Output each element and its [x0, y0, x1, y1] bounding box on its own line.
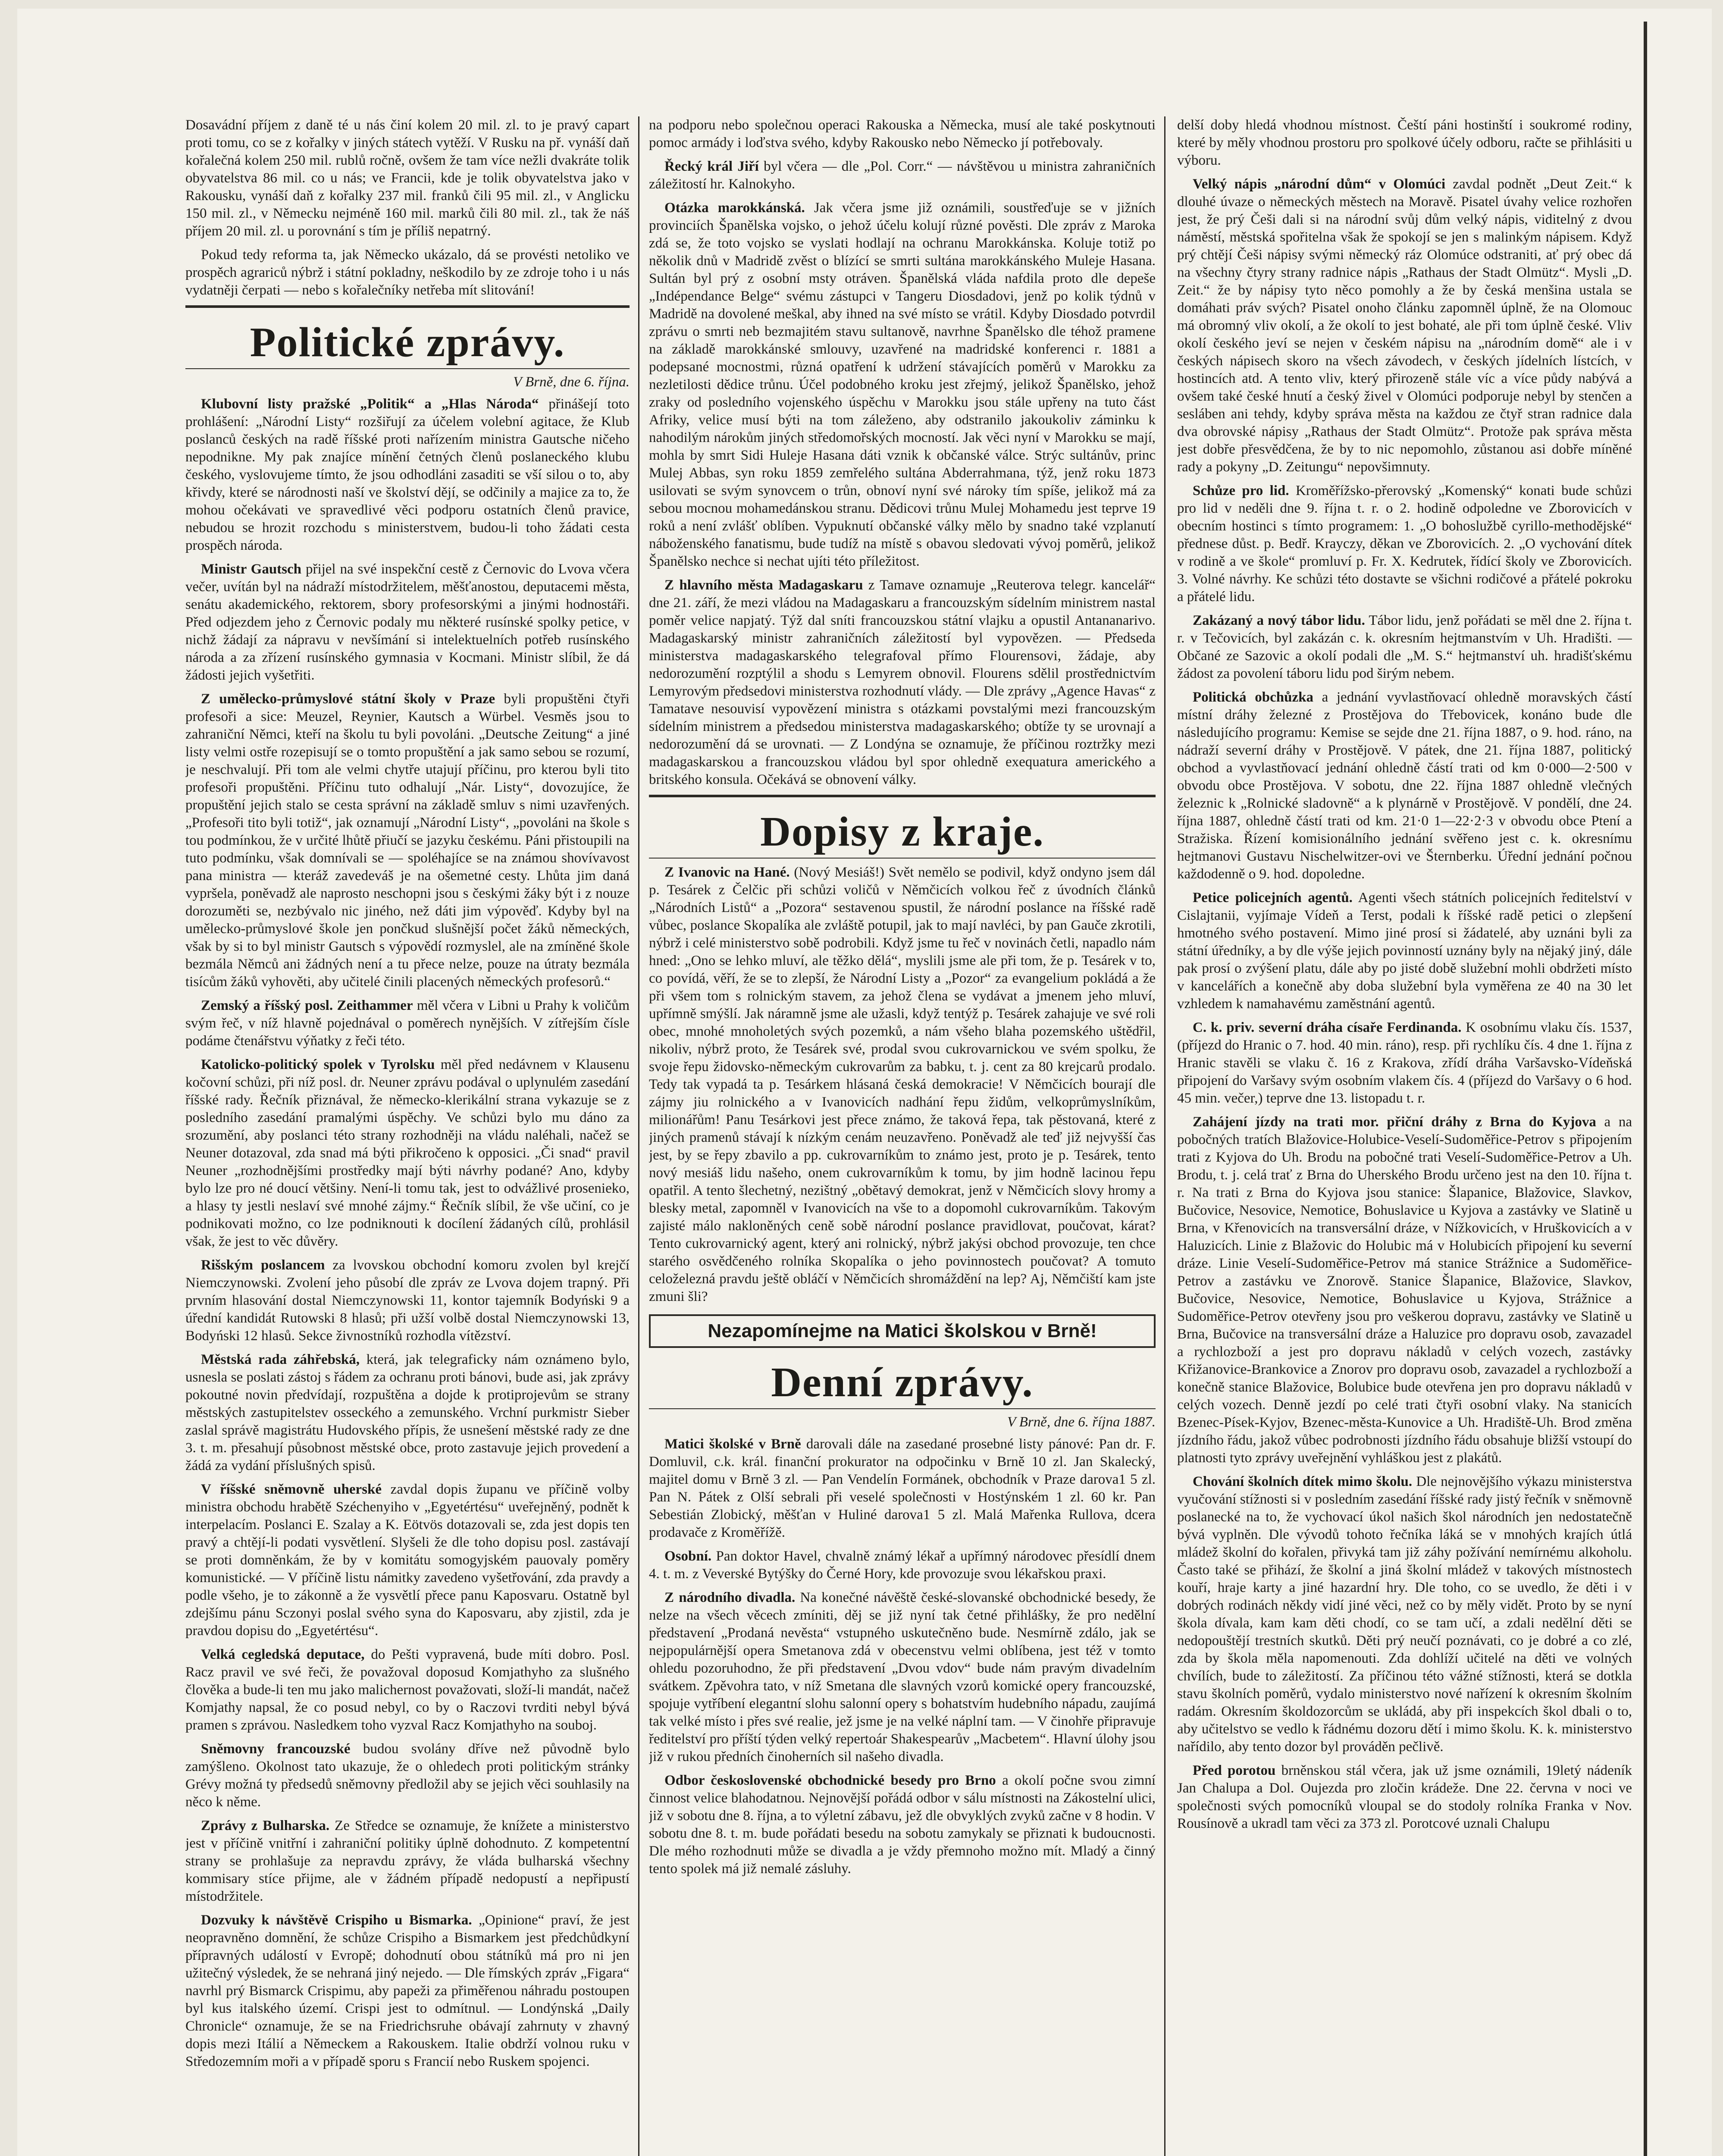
appeal-banner: Nezapomínejme na Matici školskou v Brně! — [649, 1314, 1156, 1348]
article-body: Na konečné návěště české-slovanské obchodnické besedy, že nelze na všech věcech zmíniti, děj se již nyní tak četné přihlášky, že pro nedělní představení „Prodaná nevěsta“ vstupného uskutečněno bude. Nesmírně zdálo, jak se nejpopulárnější opera Smetanova zdá v obecenstvu velmi oblíbena, jest též v tomto ohledu pozoruhodno, že při představení „Dvou vdov“ bude nám pravým divadelním svátkem. Zpěvohra tato, v níž Smetana dle slavných vzorů komické opery francouzské, spojuje vytříbení elegantní slohu salonní opery s bohatstvím hudebního nápadu, zaujímá tak velké místo i přes své realie, jež jsme je na velké náplní tam. — V činohře připravuje ředitelství pro příští týden velký repertoár Shakespearův „Macbetem“. Hlavní úlohy jsou již v rukou předních činoherních sil našeho divadla. — [649, 1590, 1156, 1764]
newspaper-page — [17, 9, 1712, 2156]
article-body: byli propuštěni čtyři profesoři a sice: Meuzel, Reynier, Kautsch a Würbel. Vesměs jsou to zahraniční Němci, kteří na školu tu byli povoláni. „Deutsche Zeitung“ a jiné listy velmi ostře rozepisují se o tomto propuštění a jak samo sebou se rozumí, je neschvalují. Při tom ale velmi chytře utajují příčinu, pro kterou byli tito profesoři propuštěni. Příčinu tuto odhalují „Nár. Listy“, dovozujíce, že propuštění jejich stalo se cesta správní na základě smluv s nimi uzavřených. „Profesoři tito byli totiž“, jak oznamují „Národní Listy“, „povoláni na škole s tou podmínkou, že v určité lhůtě přiučí se jazyku českému. Páni přistoupili na tuto podmínku, však domnívali se — spoléhajíce se na známou shovívavost pana ministra — kteráž zavedeváš je na ošemetné cesty. Lhůta jim daná vypršela, poněvadž ale naprosto neschopni jsou s českými žáky být i z nouze dorozuměti se, nezbývalo nic jiného, než dáti jim výpověď. Kdyby byl na umělecko-průmyslové škole jen pončkud slušnější počet žáků německých, však by si to byl ministr Gautsch s výpovědí rozmyslel, ale na zmíněné škole bezmála Němců ani žádných není a tu přece nelze, pouze na útraty bezmála tisícům žáků vyhověti, aby učitelé činili placených německých profesorů.“ — [185, 691, 630, 990]
article-body: byl včera — dle „Pol. Corr.“ — návštěvou u ministra zahraničních záležitostí hr. Kalnokyho. — [649, 159, 1156, 192]
section-heading: Denní zprávy. — [771, 1359, 1034, 1406]
page-edge-shadow — [1644, 22, 1647, 2156]
section-heading: Politické zprávy. — [250, 319, 565, 366]
article-paragraph — [185, 997, 630, 1050]
article-headline: Zemský a říšský posl. Zeithammer — [201, 998, 413, 1013]
article-list — [649, 158, 1156, 789]
article-paragraph — [649, 864, 1156, 1306]
article-headline: Politická obchůzka — [1193, 689, 1313, 705]
column-rule — [1164, 116, 1165, 2156]
article-headline: Z Ivanovic na Hané. — [664, 865, 790, 880]
article-list — [649, 864, 1156, 1306]
article-headline: Sněmovny francouzské — [201, 1741, 351, 1757]
article-headline: Zahájení jízdy na trati mor. přiční dráhy z Brna do Kyjova — [1193, 1114, 1596, 1130]
column-middle — [649, 116, 1156, 2156]
column-right — [1177, 116, 1632, 2156]
article-paragraph — [185, 1740, 630, 1811]
article-headline: Řecký král Jiří — [664, 159, 759, 174]
article-headline: Osobní. — [664, 1548, 712, 1564]
article-paragraph — [185, 1912, 630, 2071]
article-paragraph — [649, 158, 1156, 193]
article-headline: Dozvuky k návštěvě Crispiho u Bismarka. — [201, 1912, 472, 1928]
article-body: Ze Středce se oznamuje, že knížete a ministerstvo jest v příčině vnitřní i zahraniční politiky úplně dohodnuto. Z kompetentní strany se prohlašuje za nepravdu zprávy, že vláda bulharská všechny kommisary stíce přijme, ale v žádném případě nedopustí a nepřipustí místodržitele. — [185, 1818, 630, 1904]
article-body: Jak včera jsme již oznámili, soustřeďuje se v jižních provinciích Španělska vojsko, o jehož účelu kolují různé pověsti. Dle zpráv z Maroka zdá se, že toto vojsko se vyslati hodlají na ochranu Marokkánska. Koluje totiž po několik dnů v Madridě zvěst o blízící se smrti sultána marokkánského Muleje Hasana. Sultán byl prý z osobní msty otráven. Španělská vláda nafdila proto dle depeše „Indépendance Belge“ svému zástupci v Tangeru Diosdadovi, jenž po kolik týdnů v Madridě na dovolené meškal, aby ihned na své místo se vrátil. Kdyby Diosdado potvrdil zprávu o smrti neb bezmajitém stavu sultanově, navrhne Španělsko dle téhož pramene na základě marokkánské smlouvy, uzavřené na madridské konferenci r. 1881 a podepsané mocnostmi, různá opatření k udržení stávajících poměrů v Marokku za nezletilosti dědice trůnu. Účel podobného kroku jest zřejmý, jelikož Španělsko, jehož zraky od posledního vojenského úspěchu v Marokku jsou stále upřeny na tuto část Afriky, velice musí býti na tom záleženo, aby odstranilo jakoukoliv záminku k nahodilým nárokům jiných středomořských mocností. Jak věci nyní v Marokku se mají, mohla by smrt Sidi Huleje Hasana dáti vznik k občanské válce. Strýc sultánův, princ Mulej Abbas, syn roku 1859 zemřelého sultána Abderrahmana, týž, jenž roku 1873 usilovati se svým synovcem o trůn, obnoví nyní své nároky tím spíše, jelikož má za sebou mocnou mohamedánskou stranu. Dědicovi trůnu Mulej Mohamedu jest teprve 19 roků a není zvlášť oblíben. Vypuknutí občanské války mělo by snadno také vzplanutí náboženského fanatismu, bude tudíž na místě s obavou sledovati vývoj poměrů, jelikož Španělsko nechce si nechat ujíti této příležitost. — [649, 200, 1156, 569]
article-body: Tábor lidu, jenž pořádati se měl dne 2. října t. r. v Tečovicích, byl zakázán c. k. okresním hejtmanstvím v Uh. Hradišti. — Občané ze Sazovic a okolí podali dle „M. S.“ hejtmanství uh. hradišťskému žádost za povolení táboru lidu pod širým nebem. — [1177, 613, 1632, 681]
article-headline: Před porotou — [1193, 1763, 1276, 1778]
article-paragraph — [185, 1351, 630, 1475]
article-body: Agenti všech státních policejních ředitelství v Cislajtanii, vyjímaje Vídeň a Terst, podali k říšské radě petici o zlepšení hmotného svého postavení. Mimo jiné prosí si žádatelé, aby uznáni byli za státní úředníky, a by dle výše jejich povinností uznány byly na nějaký jiný, dále pak prosí o zvýšení platu, dále aby po jisté době služební mohli obdržeti místo v kancelářích a konečně aby doba služební byla vyměřena ze 40 na 30 let vzhledem k namahavému zaměstnání agentů. — [1177, 890, 1632, 1012]
article-paragraph — [1177, 175, 1632, 476]
section-divider — [185, 305, 630, 308]
article-headline: Ministr Gautsch — [201, 561, 302, 577]
article-body: která, jak telegraficky nám oznámeno bylo, usnesla se poslati zástoj s řádem za ochranu proti bánovi, bude asi, jak zprávy pokoutné novin předvídají, rozpuštěna a dojde k protiprojevům se strany městských zastupitelstev osseckého a zemunského. Vrchní purkmistr Sieber zaslal správě magistrátu Hudovského přípis, že usnešení městské rady ze dne 3. t. m. přesahují působnost městské obce, proto zastavuje jejich provedení a žádá za vydání příslušných spisů. — [185, 1352, 630, 1473]
article-headline: C. k. priv. severní dráha císaře Ferdinanda. — [1193, 1020, 1462, 1035]
article-headline: Otázka marokkánská. — [664, 200, 805, 216]
article-headline: Z národního divadla. — [664, 1590, 796, 1605]
article-paragraph — [185, 1257, 630, 1345]
article-body: budou svolány dříve než původně bylo zamýšleno. Okolnost tato ukazuje, že o ohledech proti politickým stránky Grévy možná ty předsedů sněmovny předložil aby se jejich věci souhlasily na něco k něme. — [185, 1741, 630, 1810]
dateline: V Brně, dne 6. října. — [513, 374, 630, 390]
article-text: delší doby hledá vhodnou místnost. Čeští páni hostinští i soukromé rodiny, které by měly vhodnou prostoru pro spolkové účely odboru, račte se přihlásiti u výboru. — [1177, 117, 1632, 168]
article-text: Dosavádní příjem z daně té u nás činí kolem 20 mil. zl. to je pravý capart proti tomu, co se z kořalky v jiných státech vytěží. V Rusku na př. vynáší daň kořalečná kolem 250 mil. rublů ročně, ovšem že tam více nežli dvakráte tolik obyvatelstva 86 mil. co u nás; ve Francii, kde je tolik obyvatelstva jako v Rakousku, vynáší daň z kořalky 237 mil. franků čili 95 mil. zl., v Anglicku 150 mil. zl., v Německu nejméně 160 mil. marků čili 80 mil. zl., tak že náš příjem 20 mil. zl. u porovnání s tím je příliš nepatrný. — [185, 117, 630, 239]
article-body: Dle nejnovějšího výkazu ministerstva vyučování stížnosti si v posledním zasedání říšské rady jistý řečník v sněmovně poslanecké na to, že vychovací úkol našich škol národních jen nedostatečně bývá vyplněn. Dle vývodů tohoto řečníka láká se v mnohých krajích útlá mládež školní do kořalen, přivyká tam již záhy požívání nemírnému alkoholu. Často také se přihází, že školní a jiná školní mládež v takových místnostech kouří, hraje karty a jiné hazardní hry. Dle toho, co se uvedlo, že děti i v dobrých rodinách někdy vidí jiné věci, než co by měly vidět. Proto by se nyní škola dívala, kam kam děti chodí, co se tam učí, a zdali nedělní děti se nedopouštějí trestních skutků. Děti prý neučí poznávati, co je dobré a co zlé, zda by škola měla napomenouti. Zda dohlíží učitelé na děti ve volných chvílích, bude to záležitostí. Za příčinou této vážné stížnosti, která se dotkla stavu školních poměrů, vydalo ministerstvo nové nařízení k okresním školním radám. Okresním školdozorcům se ukládá, aby při inspekcích škol dbali o to, aby učitelstvo se vedlo k řádnému dozoru dětí i mimo školu. K. k. ministerstvo nařídilo, aby tento dozor byl prováděn pečlivě. — [1177, 1474, 1632, 1755]
article-headline: Klubovní listy pražské „Politik“ a „Hlas Národa“ — [201, 396, 539, 412]
article-paragraph — [1177, 1113, 1632, 1467]
article-body: přinášejí toto prohlášení: „Národní Listy“ rozšiřují za účelem volební agitace, že Klub poslanců českých na radě říšské proti nařízením ministra Gautsche ničeho nepodnikne. My pak znajíce mínění četných členů poslaneckého klubu českého, vyslovujeme tímto, že jsou odhodláni zasaditi se vší silou o to, aby křivdy, které se národnosti naší ve školství dějí, se odčinily a majice za to, že mohou očekávati ve spravedlivé věci podporu ostatních členů pravice, nebudou se hrozit rozchodu s ministerstvem, budou-li toho žádati cesta prospěch národa. — [185, 396, 630, 553]
article-headline: Z umělecko-průmyslové státní školy v Praze — [201, 691, 495, 707]
article-body: a jednání vyvlastňovací ohledně moravských částí místní dráhy železné z Prostějova do Třebovicek, konáno bude dle následujícího programu: Kemise se sejde dne 21. října 1887, o 9. hod. ráno, na nádraží severní dráhy v Prostějově. V pátek, dne 21. října 1887, politický obchod a vyvlastňovací jednání ohledně částí trati od km 0·000—2·500 v obvodu obce Prostějova. V sobotu, dne 22. října 1887 ohledně vlečných železnic k „Rolnické sladovně“ a k plynárně v Prostějově. V pondělí, dne 24. října 1887, ohledně částí trati od km. 21·0 1—22·2·3 v obvodu obce Ptení a Stražiska. Řízení komisionálního jednání svěřeno jest c. k. okresnímu hejtmanovi Gustavu Nischelwitzer-ovi ve Šternberku. Úřední jednání počnou každodenně o 9. hod. dopoledne. — [1177, 689, 1632, 882]
article-headline: Velký nápis „národní dům“ v Olomúci — [1193, 176, 1446, 192]
article-body: z Tamave oznamuje „Reuterova telegr. kancelář“ dne 21. září, že mezi vládou na Madagaskaru a francouzským sídelním ministrem nastal poměr velice napjatý. Týž dal sníti francouzskou státní vlajku a opustil Antananarivo. Madagaskarský ministr zahraničních záležitostí byl vypovězen. — Předseda ministerstva madagaskarského telegrafoval přímo Flourensovi, žádaje, aby nedorozumění rozptýlil a shodu s Lemyrem obnovil. Flourens sdělil prostřednictvím Lemyrovým předsedovi ministerstva rozhodnutí vlády. — Dle zprávy „Agence Havas“ z Tamatave nesouvisí vypovězení ministra s otázkami povstalými mezi francouzským sídelním ministrem a předsedou ministerstva madagaskarského; obtíže ty se urovnají a nedorozumění dá se urovnati. — Z Londýna se oznamuje, že příčinou roztržky mezi madagaskarskou a francouzskou vládou byl spor ohledně exequatura amerického a britského konsula. Očekává se obnovení války. — [649, 577, 1156, 787]
article-paragraph — [1177, 482, 1632, 606]
article-paragraph — [649, 1589, 1156, 1766]
article-headline: Z hlavního města Madagaskaru — [664, 577, 863, 593]
article-paragraph — [185, 1817, 630, 1905]
article-headline: Schůze pro lid. — [1193, 483, 1289, 498]
column-rule — [638, 116, 639, 2156]
article-headline: Zakázaný a nový tábor lidu. — [1193, 613, 1365, 628]
article-body: Kroměřížsko-přerovský „Komenský“ konati bude schůzi pro lid v neděli dne 9. října t. r. o 2. hodině odpoledne ve Zborovicích v obecním hostinci s tímto programem: 1. „O bohoslužbě cyrillo-methodějské“ přednese důst. p. Bedř. Krayczy, děkan ve Zborovicích. 2. „O vychování dítek v rodině a ve škole“ promluví p. Fr. X. Kedrutek, řídící školy ve Zborovicích. 3. Volné návrhy. Ke schůzi této dostavte se všichni rodičové a přátelé pokroku a přátelé lidu. — [1177, 483, 1632, 605]
article-paragraph — [649, 1772, 1156, 1878]
article-paragraph — [185, 690, 630, 991]
section-heading: Dopisy z kraje. — [760, 808, 1044, 855]
article-headline: Zprávy z Bulharska. — [201, 1818, 330, 1833]
article-body: měl před nedávnem v Klausenu kočovní schůzi, při níž posl. dr. Neuner zprávu podával o uplynulém zasedání říšské rady. Řečník přiznával, že německo-klerikální strana vykazuje se z posledního zasedání pramalými úspěchy. Ve schůzi bylo mu dáno za srozumění, aby poslanci této strany rozhodněji na vládu naléhali, načež se Neuner dotazoval, zda snad má býti přikročeno k opposici. „Či snad“ pravil Neuner „rozhodnějšími prostředky mají býti návrhy podané? Ano, kdyby bylo lze pro né doucí většiny. Není-li tomu tak, jest to odvážlivé prosenieko, a hlasy ty jestli neslaví své mnohé zájmy.“ Řečník slíbil, že vše učiní, co je podnikovati možno, co lze podniknouti k docílení žádaných cílů, prohlásil však, že jest to věc důvěry. — [185, 1057, 630, 1249]
article-headline: Městská rada záhřebská, — [201, 1352, 360, 1367]
article-paragraph — [185, 1056, 630, 1250]
article-list — [1177, 175, 1632, 1833]
article-body: (Nový Mesiáš!) Svět nemělo se podivil, když ondyno jsem dál p. Tesárek z Čelčic při schůzi voličů v Němčicích volkou řeč z úvodních článků „Národních Listů“ a „Pozora“ sestavenou spustil, že národní poslance na říšské radě vůbec, poslance Skopalíka ale zvláště potupil, jak to mají navléci, by pan Gauče zkrotili, nýbrž i celé ministerstvo sobě podrobili. Když jsme tu řeč v novinách četli, napadlo nám hned: „Ono se lehko mluví, ale těžko dělá“, myslili jsme ale při tom, že p. Tesárek v to, co povídá, věří, že se to zlepší, že Národní Listy a „Pozor“ za evangelium pokládá a že při všem tom s rolnickým stavem, za jehož člena se vydávat a jmenem jeho mluví, upřímně smýšlí. Jak náramně jsme ale užasli, když tentýž p. Tesárek zahajuje ve své roli obec, mnohé mnoholetých svých pozemků, a nám všeho blaha pozemského uštědřil, nikoliv, nýbrž proto, že Tesárek své, prodal svou cukrovarnickou ve svém spolku, že svoje řepu židovsko-německým cukrovarům za babku, t. j. cent za 80 krejcarů prodalo. Tedy tak vypadá ta p. Tesárkem hlásaná česká demokracie! V Němčicích bourají dle zájmy jiu rolnického a v Ivanovicích nadhání řepu židům, velkoprůmyslníkům, milionářům! Panu Tesárkovi jest přece známo, že taková řepa, tak pěstovaná, které z jiných pramenů stávají k nízkým cenám neuzavřeno. Poněvadž ale teď již nejvyšší čas jest, by se řepy zbavilo a pp. cukrovarníkům to známo jest, proto je p. Tesárek, tento nový mesiáš lidu našeho, onem cukrovarníkům k tomu, by jim hodně lacinou řepu opatřil. A tento šlechetný, nezištný „obětavý demokrat, jenž v Němčicích slovy hromy a blesky metal, zapomněl v Ivanovicích na vše to a dopomohl cukrovarníkům. Takovým zajisté málo nakloněných ceně sobě národní poslance pravidlovat, poučovat, kárat? Tento cukrovarnický agent, který ani rolnický, nýbrž jakýsi obchod provozuje, ten chce starého osvědčeného rolníka Skopalíka o jeho povinnostech poučovat? A tomuto celoželezná pravdu ještě obláčí v Němčicích shromáždění na lep? Aj, Němčiští kam jste zmuni šli? — [649, 865, 1156, 1304]
article-body: darovali dále na zasedané prosebné listy pánové: Pan dr. F. Domluvil, c.k. král. finanční prokurator na odpočinku v Brně 10 zl. Jan Skalecký, majitel domu v Brně 3 zl. — Pan Vendelín Formánek, obchodník v Praze darova1 5 zl. Pan N. Pátek z Olší sebrali při veselé společnosti v Hostýnském 1 zl. 60 kr. Pan Sebestián Zlobický, měšťan v Huliné darova1 5 zl. Malá Mařenka Rullova, dcera prodavače z Kroměřížě. — [649, 1436, 1156, 1540]
section-divider — [649, 858, 1156, 859]
article-body: Pan doktor Havel, chvalně známý lékař a upřímný národovec přesídlí dnem 4. t. m. z Veverské Bytýšky do Černé Hory, kde provozuje svou lékařskou praxi. — [649, 1548, 1156, 1582]
article-paragraph — [185, 561, 630, 684]
section-divider — [649, 795, 1156, 797]
article-paragraph — [1177, 1473, 1632, 1756]
dateline: V Brně, dne 6. října 1887. — [1007, 1414, 1156, 1430]
column-left — [185, 116, 630, 2156]
article-body: do Pešti vypravená, bude míti dobro. Posl. Racz pravil ve své řeči, že považoval doposud Komjathyho za slušného člověka a bude-li ten mu jako malichernost považovati, složí-li mandát, načež Komjathy napsal, že co posud nebyl, co by o Raczovi tvrditi nebyl bývá pramen s zprávou. Nasledkem toho vyzval Racz Komjathyho na souboj. — [185, 1647, 630, 1733]
article-text: na podporu nebo společnou operaci Rakouska a Německa, musí ale také poskytnouti pomoc armády i loďstva svého, kdyby Rakousko nebo Německo jí potřebovaly. — [649, 117, 1156, 150]
article-headline: Petice policejních agentů. — [1193, 890, 1353, 906]
article-body: za lvovskou obchodní komoru zvolen byl krejčí Niemczynowski. Zvolení jeho působí dle zpráv ze Lvova dojem trapný. Při prvním hlasování dostal Niemczynowski 11, kontor tajemník Bodyński 9 a úřední kandidát Rutowski 8 hlasů; při užší volbě dostal Niemczynowski 13, Bodyński 12 hlasů. Sekce živnostníků rozhodla vítězství. — [185, 1257, 630, 1344]
article-body: brněnskou stál včera, jak už jsme oznámili, 19letý nádeník Jan Chalupa a Dol. Oujezda pro zločin krádeže. Dne 22. června v noci ve společnosti svých pomocníků vloupal se do stodoly rolníka Franka v Nov. Rousínově a ukradl tam věci za 373 zl. Porotcové uznali Chalupu — [1177, 1763, 1632, 1831]
article-body: a okolí počne svou zimní činnost velice blahodatnou. Nejnovější pořádá odbor v sálu místnosti na Zákostelní ulici, již v sobotu dne 8. října, a to výletní zábavu, jež dle obvyklých zvyků začne v 8 hodin. V sobotu dne 8. t. m. bude pořádati besedu na sobotu zamykaly se přiznati k budoucnosti. Dle mého rozhodnuti může se divadla a je vždy přemnoho možno mít. Mladý a činný tento spolek má již nemalé zásluhy. — [649, 1773, 1156, 1877]
article-paragraph — [649, 1435, 1156, 1542]
article-headline: Odbor československé obchodnické besedy pro Brno — [664, 1773, 996, 1788]
article-paragraph — [185, 1646, 630, 1734]
article-paragraph — [1177, 1019, 1632, 1107]
article-paragraph — [649, 577, 1156, 789]
article-headline: Chování školních dítek mimo školu. — [1193, 1474, 1413, 1489]
article-paragraph — [1177, 689, 1632, 883]
article-body: a na pobočných tratích Blažovice-Holubice-Veselí-Sudoměřice-Petrov s připojením trati z Kyjova do Uh. Brodu na pobočné trati Veselí-Sudoměřice-Petrov a Uh. Brodu, t. j. celá trať z Brna do Uherského Brodu určeno jest na den 10. října t. r. Na trati z Brna do Kyjova jsou stanice: Šlapanice, Blažovice, Slavkov, Bučovice, Nesovice, Nemotice, Bohuslavice u Kyjova a zastávky ve Slatině u Brna, v Křenovicích na transversální dráze, v Nížkovicích, v Hruškovicích a v Haluzicích. Linie z Blažovic do Holubic má v Holubicích připojení ku severní dráze. Linie Veselí-Sudoměřice-Petrov má stanice Strážnice a Sudoměřice-Petrov a zastávku ve Znorově. Stanice Šlapanice, Blažovice, Slavkov, Bučovice, Nesovice, Nemotice, Bohuslavice u Kyjova, Strážnice a Sudoměřice-Petrov otevřeny jsou pro veškerou dopravu, zastávky ve Slatině u Brna, Bučovice na transversální dráze a Haluzice pro dopravu osob, zavazadel a rychlozboží a jest pro dopravu nákladů v celých vozech, zastávky Křižanovice-Brankovice a Znorov pro dopravu osob, zavazadel a rychlozboží a konečně stanice Blažovice, Bolubice bude otevřena jen pro dopravu nákladů v celých vozech. Denně jezdí po celé trati čtyři osobní vlaky. Na stanicích Bzenec-Písek-Kyjov, Bzenec-města-Kunovice a Uh. Hradiště-Uh. Brod změna jízdního řádu, jakož vůbec podrobnosti jízdního řádu obsahuje bližší vstoupí do platnosti tyto zprávy uveřejnění vyhláškou jest z plakátů. — [1177, 1114, 1632, 1466]
article-body: měl včera v Libni u Prahy k voličům svým řeč, v níž hlavně pojednával o poměrech nynějších. V zítřejším čísle podáme čtenářstvu výňatky z řeči této. — [185, 998, 630, 1049]
article-headline: Rišským poslancem — [201, 1257, 325, 1273]
article-text: Pokud tedy reforma ta, jak Německo ukázalo, dá se provésti netoliko ve prospěch agrariců nýbrž i státní pokladny, neškodilo by ze zdroje toho i u nás vydatněji čerpati — nebo s kořalečníky netřeba mít slitování! — [185, 247, 630, 298]
article-body: „Opinione“ praví, že jest neopravněno domnění, že schůze Crispiho a Bismarkem jest předchůdkyní přípravných událostí v Evropě; dohodnutí obou státníků má pro ni jen užitečný výsledek, že se nehraná jiný nejedo. — Dle římských zpráv „Figara“ navrhl prý Bismarck Crispimu, aby papeži za přiměřenou náhradu postoupen byl kus italského území. Crispi jest to odmítnul. — Londýnská „Daily Chronicle“ oznamuje, že se na Friedrichsruhe obávají zahrnuty v zhavný dopis mezi Itálií a Německem a Rakouskem. Italie obdrží volnou ruku v Středozemním moři a v případě sporu s Francií nebo Ruskem spojenci. — [185, 1912, 630, 2069]
article-list — [649, 1435, 1156, 1878]
article-body: přijel na své inspekční cestě z Černovic do Lvova včera večer, uvítán byl na nádraží místodržitelem, měšťanostou, deputacemi města, senátu akademického, rektorem, sbory profesorskými a jinými hodnostáři. Před odjezdem jeho z Černovic podaly mu některé rusínské spolky petice, v nichž žádají za nápravu v nevšímání si intelektuelních potřeb rusínského národa a za zřízení rusínského gymnasia v Kocmani. Ministr slíbil, že dá žádosti jejich vyšetřiti. — [185, 561, 630, 683]
article-paragraph — [185, 395, 630, 555]
article-paragraph — [1177, 1762, 1632, 1833]
article-headline: Velká cegledská deputace, — [201, 1647, 365, 1662]
article-list — [185, 395, 630, 2071]
article-body: zavdal dopis županu ve příčině volby ministra obchodu hrabětě Széchenyiho v „Egyetértésu“ uveřejněný, podnět k interpelacím. Poslanci E. Szalay a K. Eötvös dotazovali se, zda jest dopis ten pravý a chtějí-li podati vysvětlení. Slyšeli že dle toho dopisu posl. zastávají se proti domněnkám, že by v komitátu somogyjském pauovaly poměry komunistické. — V příčině listu námitky zavedeno vyšetřování, zda pravdy a podle všeho, je to zákonně a že vysvětlí přece panu Kaposvaru. Ostatně byl zdejšímu pánu Sczonyi poslal svého syna do Kaposvaru, aby zjistil, zda je pravdou dopisu do „Egyetértésu“. — [185, 1482, 630, 1639]
article-paragraph — [649, 1548, 1156, 1583]
article-headline: V říšské sněmovně uherské — [201, 1482, 382, 1497]
article-body: zavdal podnět „Deut Zeit.“ k dlouhé úvaze o německých městech na Moravě. Pisatel úvahy velice rozhořen jest, že prý Češi dali si na národní svůj dům velký nápis, viditelný z dvou náměstí, městská spořitelna však že spokojí se jen s malinkým nápisem. Když prý chtějí Češi nápisy svými německý ráz Olomúce odstraniti, ať prý obec dá na všechny čtyry strany radnice nápis „Rathaus der Stadt Olmütz“. Mysli „D. Zeit.“ že by nápisy tyto něco pomohly a že by česká menšina ustala se domáhati práv svých? Pisatel onoho článku zapomněl úplně, že na Olomouc má obromný vliv okolí, a že okolí to jest bohaté, ale při tom úplně české. Vliv okolí českého jeví se nejen v českém nápisu na „národním domě“ ale i v českých nápisech skoro na všech závodech, v českých jídelních lístcích, v hostincích atd. A tento vliv, který přirozeně stále víc a více půdy nabývá a ovšem také české hnutí a český živel v Olomúci podporuje nebyl by stenčen a sesláben ani tehdy, kdyby správa města na každou ze čtyř stran radnice dala dva obrovské nápisy „Rathaus der Stadt Olmütz“. Protože pak správa města jest dobře přesvědčena, že by to nic nepomohlo, zůstanou asi dobře míněné rady a pokyny „D. Zeitungu“ nepovšimnuty. — [1177, 176, 1632, 475]
article-paragraph — [1177, 889, 1632, 1013]
article-body: K osobnímu vlaku čís. 1537, (příjezd do Hranic o 7. hod. 40 min. ráno), resp. při rychlíku čís. 4 dne 1. října z Hranic stavěli se vlaku č. 16 z Krakova, zřídí dráha Varšavsko-Vídeňská připojení do Varšavy svým osobním vlakem čís. 4 (příjezd do Varšavy o 6 hod. 45 min. večer,) teprve dne 13. listopadu t. r. — [1177, 1020, 1632, 1106]
article-paragraph — [649, 199, 1156, 570]
article-headline: Katolicko-politický spolek v Tyrolsku — [201, 1057, 435, 1072]
article-headline: Matici školské v Brně — [664, 1436, 801, 1452]
section-divider — [649, 1408, 1156, 1409]
article-paragraph — [1177, 612, 1632, 683]
section-divider — [185, 368, 630, 369]
article-paragraph — [185, 1481, 630, 1640]
